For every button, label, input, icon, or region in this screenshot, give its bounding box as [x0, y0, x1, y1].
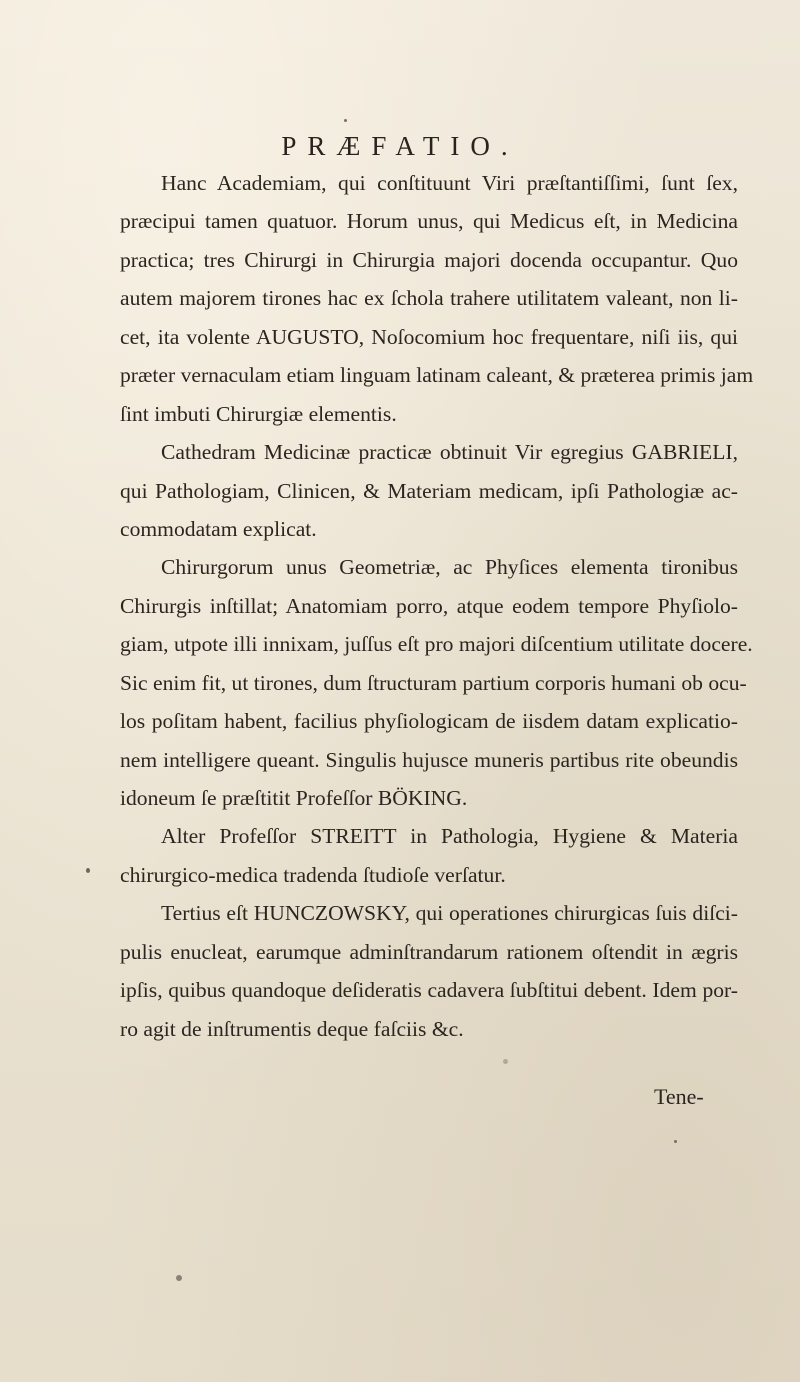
text-line: Hanc Academiam, qui conſtituunt Viri præſtantiſſimi, ſunt ſex,: [161, 171, 738, 195]
text-line: ro agit de inſtrumentis deque faſciis &c.: [120, 1016, 464, 1041]
text-line: ipſis, quibus quandoque deſideratis cadavera ſubſtitui debent. Idem por-: [120, 978, 738, 1003]
text-line: commodatam explicat.: [120, 516, 317, 541]
text-line: pulis enucleat, earumque adminſtrandarum rationem oſtendit in ægris: [120, 939, 738, 964]
text-line: præter vernaculam etiam linguam latinam caleant, & præterea primis jam: [120, 363, 754, 388]
text-line: qui Pathologiam, Clinicen, & Materiam medicam, ipſi Pathologiæ ac-: [120, 478, 738, 503]
text-line: autem majorem tirones hac ex ſchola trahere utilitatem valeant, non li-: [120, 286, 738, 311]
text-line: nem intelligere queant. Singulis hujusce muneris partibus rite obeundis: [120, 747, 738, 772]
page-heading: PRÆFATIO.: [281, 131, 519, 161]
paper-speck: [674, 1140, 677, 1143]
paper-speck: [176, 1275, 182, 1281]
paper-speck: [503, 1059, 508, 1064]
text-line: præcipui tamen quatuor. Horum unus, qui Medicus eſt, in Medicina: [120, 209, 738, 234]
text-line: los poſitam habent, facilius phyſiologicam de iisdem datam explicatio-: [120, 709, 738, 734]
text-line: chirurgico-medica tradenda ſtudioſe verſatur.: [120, 862, 506, 887]
text-line: giam, utpote illi innixam, juſſus eſt pro majori diſcentium utilitate docere.: [120, 632, 753, 657]
text-line: Alter Profeſſor STREITT in Pathologia, Hygiene & Materia: [161, 824, 738, 849]
paper-speck: [344, 119, 347, 122]
text-line: ſint imbuti Chirurgiæ elementis.: [120, 401, 397, 426]
text-line: Chirurgorum unus Geometriæ, ac Phyſices elementa tironibus: [161, 555, 738, 580]
text-line: idoneum ſe præſtitit Profeſſor BÖKING.: [120, 786, 468, 810]
text-line: cet, ita volente AUGUSTO, Noſocomium hoc frequentare, niſi iis, qui: [120, 324, 738, 349]
text-line: Tertius eſt HUNCZOWSKY, qui operationes chirurgicas ſuis diſci-: [161, 901, 738, 926]
catchword: Tene-: [654, 1084, 704, 1109]
text-line: practica; tres Chirurgi in Chirurgia majori docenda occupantur. Quo: [120, 247, 738, 272]
paper-speck: [86, 868, 90, 873]
text-line: Sic enim fit, ut tirones, dum ſtructuram partium corporis humani ob ocu-: [120, 670, 747, 695]
preface-body: [120, 164, 754, 1048]
text-line: Chirurgis inſtillat; Anatomiam porro, atque eodem tempore Phyſiolo-: [120, 593, 738, 618]
text-line: Cathedram Medicinæ practicæ obtinuit Vir egregius GABRIELI,: [161, 440, 738, 465]
